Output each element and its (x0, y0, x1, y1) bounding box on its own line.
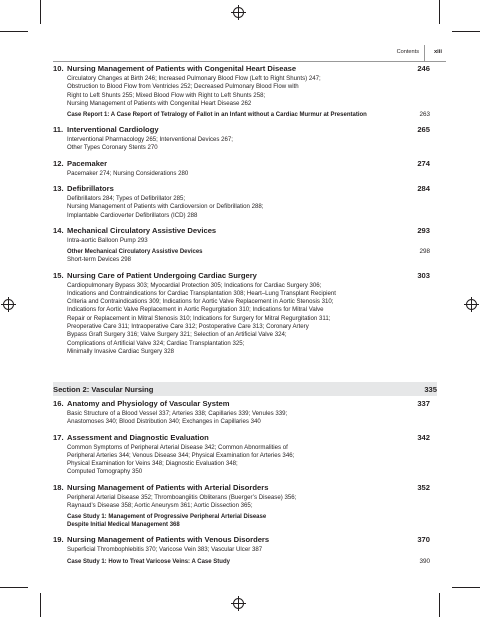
crop-mark (40, 0, 41, 24)
crop-mark (0, 31, 28, 32)
entry-line: Peripheral Arterial Disease 352; Thromboangiitis Obliterans (Buerger’s Disease) 356; (67, 493, 297, 501)
crop-mark (439, 593, 440, 617)
case-entry (67, 558, 430, 566)
entry-line: Complications of Artificial Valve 324; Cardiac Transplantation 325; (67, 339, 245, 347)
crop-mark (452, 31, 480, 32)
entry-line: Raynaud’s Disease 358; Aortic Aneurysm 361; Aortic Dissection 365; (67, 502, 253, 510)
entry-line: Repair or Replacement in Mitral Stenosis 310; Indications for Surgery for Mitral Regurgitation 311; (67, 314, 331, 322)
chapter-page: 337 (417, 399, 430, 408)
entry-line: Indications and Contraindications for Cardiac Transplantation 308; Heart–Lung Transplant Recipient (67, 289, 336, 297)
chapter-title: Defibrillators (67, 184, 114, 194)
chapter-heading (53, 159, 430, 168)
chapter-title: Pacemaker (67, 158, 108, 168)
entry-line: Criteria and Contraindications 309; Indications for Aortic Valve Replacement in Aortic Stenosis 310; (67, 298, 334, 306)
case-page: 263 (419, 111, 430, 119)
chapter-title: Mechanical Circulatory Assistive Devices (67, 225, 217, 235)
header-divider (424, 45, 425, 61)
chapter-title: Nursing Management of Patients with Congenital Heart Disease (67, 64, 297, 73)
entry-line: Physical Examination for Veins 348; Diagnostic Evaluation 348; (67, 460, 238, 468)
entry-line: Anastomoses 340; Blood Distribution 340; Exchanges in Capillaries 340 (67, 418, 261, 426)
chapter-number: 16. (53, 399, 64, 408)
chapter-entries (67, 237, 430, 245)
entry-line: Circulatory Changes at Birth 246; Increased Pulmonary Blood Flow (Left to Right Shunts) 247; (67, 75, 321, 82)
entry-line: Bypass Graft Surgery 316; Valve Surgery 321; Selection of an Artificial Valve 324; (67, 331, 287, 339)
chapter-page: 284 (417, 184, 430, 194)
chapter-heading (53, 184, 430, 193)
chapter-title: Nursing Management of Patients with Venous Disorders (67, 535, 270, 545)
chapter-title: Interventional Cardiology (67, 125, 159, 135)
header-page-number: xiii (433, 49, 442, 55)
registration-mark-icon (233, 7, 244, 18)
entry-line: Nursing Management of Patients with Cardioversion or Defibrillation 288; (67, 203, 264, 211)
case-entry (67, 248, 430, 256)
entry-line: Other Types Coronary Stents 270 (67, 144, 158, 152)
crop-mark (452, 587, 480, 588)
entry-line: Right to Left Shunts 255; Mixed Blood Flow with Right to Left Shunts 258; (67, 91, 266, 99)
case-title: Case Study 1: How to Treat Varicose Veins: A Case Study (67, 558, 230, 565)
case-page: 390 (419, 557, 430, 565)
case-title: Other Mechanical Circulatory Assistive Devices (67, 249, 203, 256)
entry-line: Indications for Aortic Valve Replacement in Aortic Regurgitation 310; Indications for Mitral Valve (67, 306, 324, 314)
entry-line: Nursing Management of Patients with Congenital Heart Disease 262 (67, 99, 252, 107)
entry-line: Defibrillators 284; Types of Defibrillator 285; (67, 195, 186, 203)
chapter-number: 13. (53, 184, 64, 194)
case-title: Case Study 1: Management of Progressive Peripheral Arterial Disease (67, 514, 267, 521)
entry-line: Intra-aortic Balloon Pump 293 (67, 236, 148, 244)
entry-line: Obstruction to Blood Flow from Ventricles 252; Decreased Pulmonary Blood Flow with (67, 83, 299, 91)
chapter-heading (53, 226, 430, 235)
entry-line: Pacemaker 274; Nursing Considerations 280 (67, 169, 189, 177)
chapter-page: 265 (417, 125, 430, 135)
chapter-entries (67, 444, 430, 477)
chapter-number: 12. (53, 158, 64, 168)
chapter-title: Nursing Care of Patient Undergoing Cardiac Surgery (67, 270, 257, 280)
case-title: Case Report 1: A Case Report of Tetralogy of Fallot in an Infant without a Cardiac Murmur at Presentation (67, 112, 367, 119)
entry-line: Cardiopulmonary Bypass 303; Myocardial Protection 305; Indications for Cardiac Surgery 306; (67, 281, 322, 289)
chapter-page: 370 (417, 535, 430, 545)
entry-line: Short-term Devices 298 (67, 256, 132, 264)
case-title-continued: Despite Initial Medical Management 368 (67, 522, 180, 529)
chapter-heading (53, 125, 430, 134)
chapter-number: 11. (53, 125, 64, 135)
chapter-entries (67, 170, 430, 178)
chapter-page: 274 (417, 158, 430, 168)
chapter-title: Anatomy and Physiology of Vascular System (67, 399, 230, 408)
chapter-entries (67, 410, 430, 427)
case-entry (67, 111, 430, 119)
chapter-heading (53, 271, 430, 280)
chapter-heading (53, 64, 430, 73)
chapter-entries (67, 494, 430, 511)
chapter-page: 352 (417, 482, 430, 492)
entry-line: Common Symptoms of Peripheral Arterial Disease 342; Common Abnormalities of (67, 443, 288, 451)
entry-line: Computed Tomography 350 (67, 468, 143, 476)
registration-mark-icon (3, 299, 14, 310)
chapter-title: Nursing Management of Patients with Arterial Disorders (67, 482, 269, 492)
chapter-heading (53, 433, 430, 442)
entry-line: Peripheral Arteries 344; Venous Disease 344; Physical Examination for Arteries 346; (67, 451, 295, 459)
toc-list-bottom (53, 399, 430, 566)
chapter-heading (53, 399, 430, 408)
header-label: Contents (396, 49, 419, 55)
chapter-number: 10. (53, 64, 64, 73)
chapter-page: 342 (417, 432, 430, 442)
chapter-title: Assessment and Diagnostic Evaluation (67, 432, 209, 442)
chapter-number: 17. (53, 432, 64, 442)
entry-line: Preoperative Care 311; Intraoperative Care 312; Postoperative Care 313; Coronary Artery (67, 323, 309, 331)
chapter-number: 18. (53, 482, 64, 492)
chapter-page: 303 (417, 270, 430, 280)
registration-mark-icon (466, 299, 477, 310)
chapter-heading (53, 483, 430, 492)
chapter-number: 19. (53, 535, 64, 545)
crop-mark (40, 593, 41, 617)
chapter-entries (67, 282, 430, 357)
section-title: Section 2: Vascular Nursing (53, 385, 154, 394)
chapter-heading (53, 535, 430, 544)
registration-mark-icon (233, 598, 244, 609)
case-subentries (67, 256, 430, 264)
chapter-page: 246 (417, 64, 430, 73)
chapter-number: 15. (53, 270, 64, 280)
crop-mark (439, 0, 440, 24)
section-banner (53, 382, 437, 396)
entry-line: Minimally Invasive Cardiac Surgery 328 (67, 347, 175, 355)
toc-list-top (53, 64, 430, 356)
chapter-entries (67, 195, 430, 220)
running-header (53, 45, 446, 62)
case-entry (67, 513, 430, 521)
case-page: 298 (419, 248, 430, 256)
entry-line: Superficial Thrombophlebitis 370; Varicose Vein 383; Vascular Ulcer 387 (67, 546, 263, 554)
chapter-entries (67, 546, 430, 554)
chapter-entries (67, 75, 430, 108)
entry-line: Basic Structure of a Blood Vessel 337; Arteries 338; Capillaries 339; Venules 339; (67, 410, 288, 417)
chapter-number: 14. (53, 225, 64, 235)
chapter-entries (67, 136, 430, 153)
entry-line: Interventional Pharmacology 265; Interventional Devices 267; (67, 136, 233, 144)
chapter-page: 293 (417, 225, 430, 235)
crop-mark (0, 587, 28, 588)
entry-line: Implantable Cardioverter Defibrillators (ICD) 288 (67, 211, 198, 219)
section-page: 335 (424, 385, 437, 394)
